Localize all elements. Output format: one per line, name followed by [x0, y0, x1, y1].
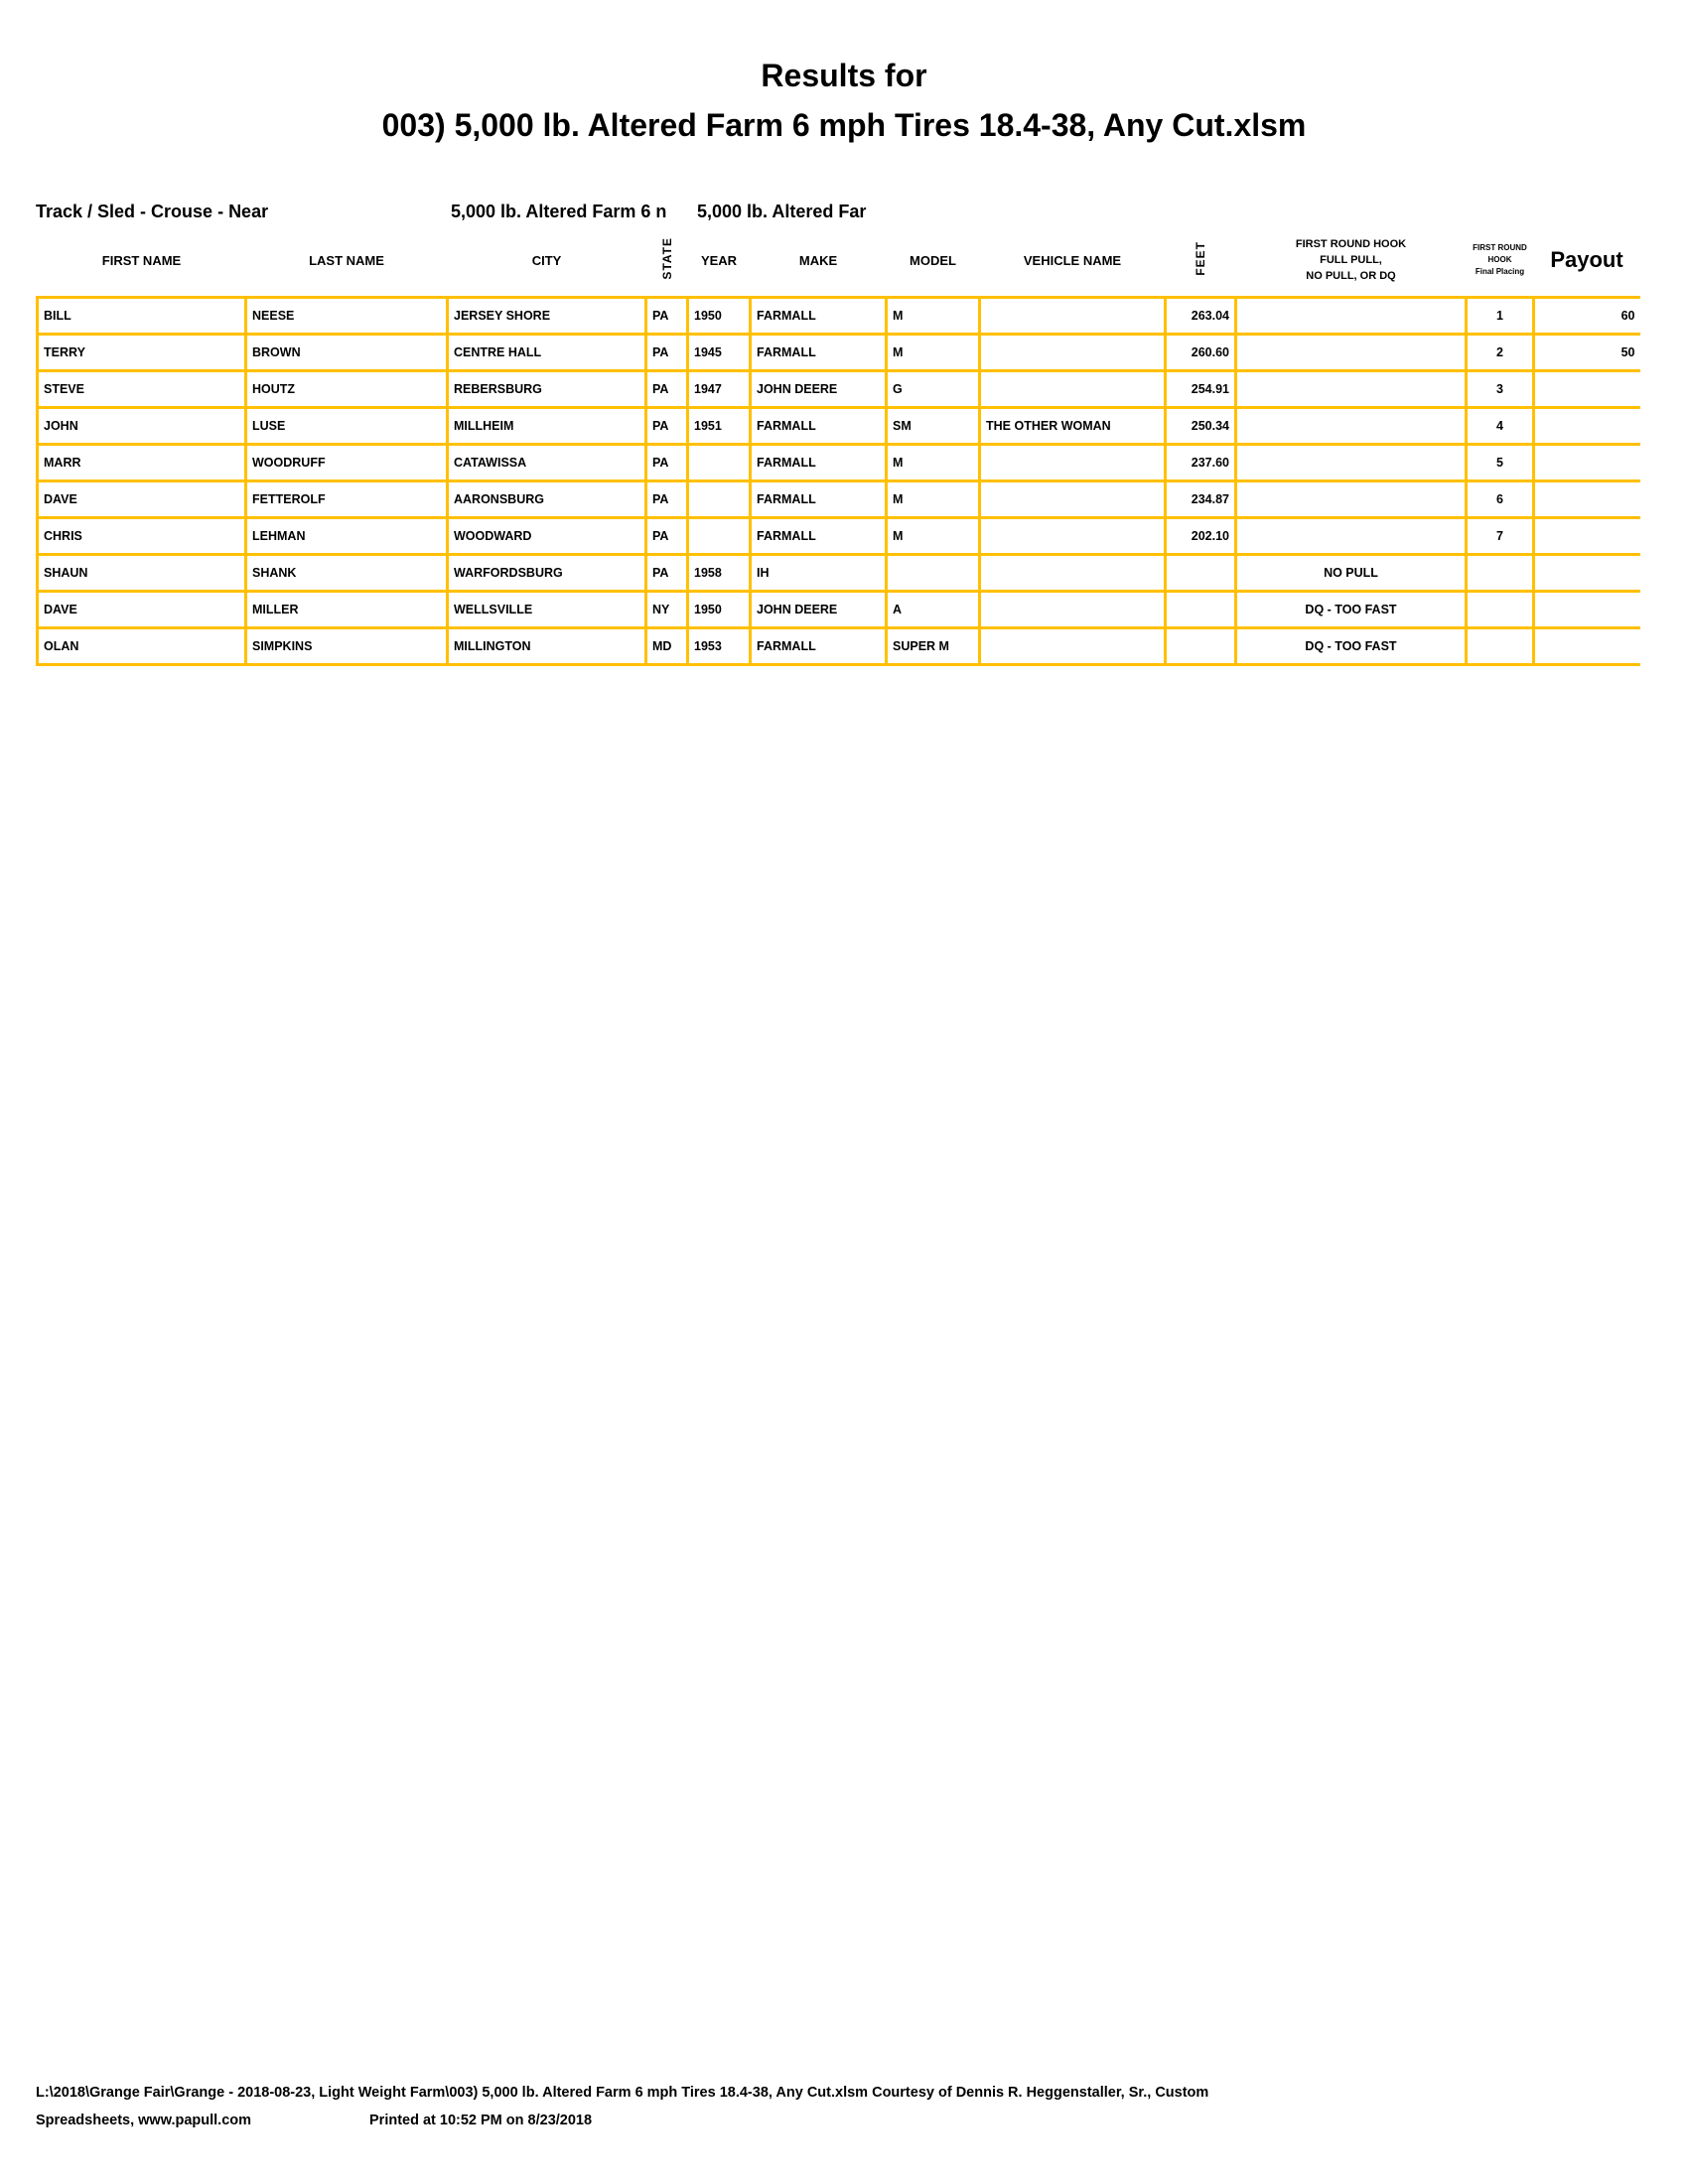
cell-first-name: SHAUN	[38, 555, 246, 592]
cell-payout	[1534, 408, 1640, 445]
header-hook-line3: NO PULL, OR DQ	[1306, 270, 1396, 282]
cell-city: AARONSBURG	[448, 481, 646, 518]
cell-feet: 254.91	[1166, 371, 1236, 408]
cell-vehicle-name	[980, 481, 1166, 518]
cell-make: FARMALL	[751, 628, 887, 665]
table-row	[38, 445, 1640, 481]
cell-first-name: OLAN	[38, 628, 246, 665]
table-row	[38, 555, 1640, 592]
cell-first-name: STEVE	[38, 371, 246, 408]
cell-year: 1951	[688, 408, 751, 445]
cell-last-name: FETTEROLF	[246, 481, 448, 518]
cell-hook	[1236, 518, 1467, 555]
cell-year: 1945	[688, 335, 751, 371]
cell-placing: 7	[1467, 518, 1534, 555]
cell-year	[688, 445, 751, 481]
header-final-placing	[1467, 224, 1534, 298]
cell-vehicle-name	[980, 371, 1166, 408]
cell-state: PA	[646, 335, 688, 371]
cell-year: 1950	[688, 298, 751, 335]
cell-hook: NO PULL	[1236, 555, 1467, 592]
cell-hook	[1236, 335, 1467, 371]
cell-placing	[1467, 555, 1534, 592]
cell-first-name: TERRY	[38, 335, 246, 371]
header-make: MAKE	[798, 252, 838, 268]
cell-year: 1958	[688, 555, 751, 592]
results-table-body	[38, 298, 1640, 665]
class-name-truncated-2: 5,000 lb. Altered Far	[697, 202, 867, 221]
cell-payout	[1534, 592, 1640, 628]
cell-vehicle-name	[980, 592, 1166, 628]
cell-city: CENTRE HALL	[448, 335, 646, 371]
header-row	[38, 224, 1640, 298]
header-year: YEAR	[700, 252, 738, 268]
cell-last-name: WOODRUFF	[246, 445, 448, 481]
cell-make: IH	[751, 555, 887, 592]
cell-feet	[1166, 628, 1236, 665]
cell-model: M	[887, 445, 980, 481]
cell-state: PA	[646, 555, 688, 592]
cell-model: M	[887, 518, 980, 555]
header-hook-line2: FULL PULL,	[1320, 254, 1382, 266]
cell-feet: 237.60	[1166, 445, 1236, 481]
results-table	[36, 224, 1640, 666]
cell-state: NY	[646, 592, 688, 628]
cell-hook: DQ - TOO FAST	[1236, 592, 1467, 628]
cell-vehicle-name	[980, 298, 1166, 335]
cell-state: PA	[646, 445, 688, 481]
header-first-name: FIRST NAME	[101, 252, 182, 268]
cell-model: M	[887, 335, 980, 371]
cell-placing: 2	[1467, 335, 1534, 371]
cell-vehicle-name	[980, 518, 1166, 555]
cell-model	[887, 555, 980, 592]
cell-city: WELLSVILLE	[448, 592, 646, 628]
footer-printed-timestamp: Printed at 10:52 PM on 8/23/2018	[369, 2113, 593, 2128]
cell-model: A	[887, 592, 980, 628]
cell-last-name: SHANK	[246, 555, 448, 592]
cell-vehicle-name: THE OTHER WOMAN	[980, 408, 1166, 445]
cell-last-name: LEHMAN	[246, 518, 448, 555]
cell-year: 1947	[688, 371, 751, 408]
table-row	[38, 335, 1640, 371]
table-row	[38, 628, 1640, 665]
cell-make: FARMALL	[751, 518, 887, 555]
cell-payout	[1534, 481, 1640, 518]
cell-state: PA	[646, 408, 688, 445]
cell-payout: 50	[1534, 335, 1640, 371]
cell-payout: 60	[1534, 298, 1640, 335]
table-row	[38, 298, 1640, 335]
track-sled-label: Track / Sled - Crouse - Near	[36, 202, 269, 221]
cell-placing	[1467, 628, 1534, 665]
header-feet	[1166, 224, 1236, 298]
header-state-label: STATE	[659, 237, 674, 280]
cell-last-name: HOUTZ	[246, 371, 448, 408]
header-placing-line3: Final Placing	[1475, 267, 1525, 276]
cell-last-name: BROWN	[246, 335, 448, 371]
cell-make: FARMALL	[751, 408, 887, 445]
cell-last-name: MILLER	[246, 592, 448, 628]
cell-placing: 4	[1467, 408, 1534, 445]
cell-city: WOODWARD	[448, 518, 646, 555]
header-payout: Payout	[1550, 247, 1623, 272]
cell-city: WARFORDSBURG	[448, 555, 646, 592]
table-row	[38, 481, 1640, 518]
cell-placing	[1467, 592, 1534, 628]
cell-vehicle-name	[980, 628, 1166, 665]
cell-hook	[1236, 408, 1467, 445]
table-row	[38, 408, 1640, 445]
cell-first-name: DAVE	[38, 592, 246, 628]
cell-make: JOHN DEERE	[751, 592, 887, 628]
header-placing-line1: FIRST ROUND	[1473, 243, 1527, 252]
table-row	[38, 592, 1640, 628]
cell-city: MILLINGTON	[448, 628, 646, 665]
header-feet-label: FEET	[1194, 241, 1207, 276]
cell-feet: 202.10	[1166, 518, 1236, 555]
header-state	[646, 224, 688, 298]
cell-last-name: LUSE	[246, 408, 448, 445]
header-placing-line2: HOOK	[1487, 255, 1512, 264]
table-row	[38, 518, 1640, 555]
header-hook-line1: FIRST ROUND HOOK	[1295, 238, 1407, 250]
cell-hook	[1236, 445, 1467, 481]
cell-feet	[1166, 555, 1236, 592]
cell-vehicle-name	[980, 445, 1166, 481]
header-vehicle-name: VEHICLE NAME	[1023, 252, 1122, 268]
cell-first-name: JOHN	[38, 408, 246, 445]
header-city: CITY	[531, 252, 562, 268]
cell-year	[688, 481, 751, 518]
header-first-round-hook	[1236, 224, 1467, 298]
cell-payout	[1534, 628, 1640, 665]
results-table-header	[38, 224, 1640, 298]
cell-state: PA	[646, 298, 688, 335]
table-row	[38, 371, 1640, 408]
cell-payout	[1534, 445, 1640, 481]
cell-city: JERSEY SHORE	[448, 298, 646, 335]
cell-feet: 234.87	[1166, 481, 1236, 518]
cell-make: JOHN DEERE	[751, 371, 887, 408]
page-title: Results for	[761, 58, 927, 93]
cell-model: M	[887, 481, 980, 518]
cell-placing: 3	[1467, 371, 1534, 408]
cell-last-name: SIMPKINS	[246, 628, 448, 665]
cell-vehicle-name	[980, 335, 1166, 371]
cell-last-name: NEESE	[246, 298, 448, 335]
cell-make: FARMALL	[751, 298, 887, 335]
cell-first-name: DAVE	[38, 481, 246, 518]
cell-feet: 260.60	[1166, 335, 1236, 371]
cell-model: SM	[887, 408, 980, 445]
cell-payout	[1534, 518, 1640, 555]
cell-model: SUPER M	[887, 628, 980, 665]
cell-year	[688, 518, 751, 555]
cell-model: G	[887, 371, 980, 408]
cell-state: PA	[646, 371, 688, 408]
cell-first-name: BILL	[38, 298, 246, 335]
cell-placing: 1	[1467, 298, 1534, 335]
class-name-truncated-1: 5,000 lb. Altered Farm 6 n	[451, 202, 667, 221]
cell-make: FARMALL	[751, 445, 887, 481]
cell-first-name: CHRIS	[38, 518, 246, 555]
cell-placing: 5	[1467, 445, 1534, 481]
cell-city: REBERSBURG	[448, 371, 646, 408]
cell-state: PA	[646, 481, 688, 518]
header-model: MODEL	[910, 252, 956, 268]
cell-year: 1950	[688, 592, 751, 628]
cell-placing: 6	[1467, 481, 1534, 518]
cell-year: 1953	[688, 628, 751, 665]
cell-state: PA	[646, 518, 688, 555]
header-last-name: LAST NAME	[309, 252, 384, 268]
cell-first-name: MARR	[38, 445, 246, 481]
cell-vehicle-name	[980, 555, 1166, 592]
cell-make: FARMALL	[751, 481, 887, 518]
cell-city: MILLHEIM	[448, 408, 646, 445]
cell-model: M	[887, 298, 980, 335]
cell-hook	[1236, 298, 1467, 335]
cell-hook	[1236, 481, 1467, 518]
cell-feet	[1166, 592, 1236, 628]
cell-hook	[1236, 371, 1467, 408]
cell-city: CATAWISSA	[448, 445, 646, 481]
cell-hook: DQ - TOO FAST	[1236, 628, 1467, 665]
cell-payout	[1534, 555, 1640, 592]
cell-feet: 250.34	[1166, 408, 1236, 445]
cell-make: FARMALL	[751, 335, 887, 371]
cell-state: MD	[646, 628, 688, 665]
cell-payout	[1534, 371, 1640, 408]
cell-feet: 263.04	[1166, 298, 1236, 335]
footer-website: Spreadsheets, www.papull.com	[36, 2113, 252, 2128]
page-subtitle-filename: 003) 5,000 lb. Altered Farm 6 mph Tires 18.4-38, Any Cut.xlsm	[381, 107, 1307, 143]
footer-file-path: L:\2018\Grange Fair\Grange - 2018-08-23, Light Weight Farm\003) 5,000 lb. Altered Farm 6 mph Tires 18.4-38, Any Cut.xlsm Courtesy of Dennis R. Heggenstaller, Sr., Custom	[36, 2085, 1209, 2101]
